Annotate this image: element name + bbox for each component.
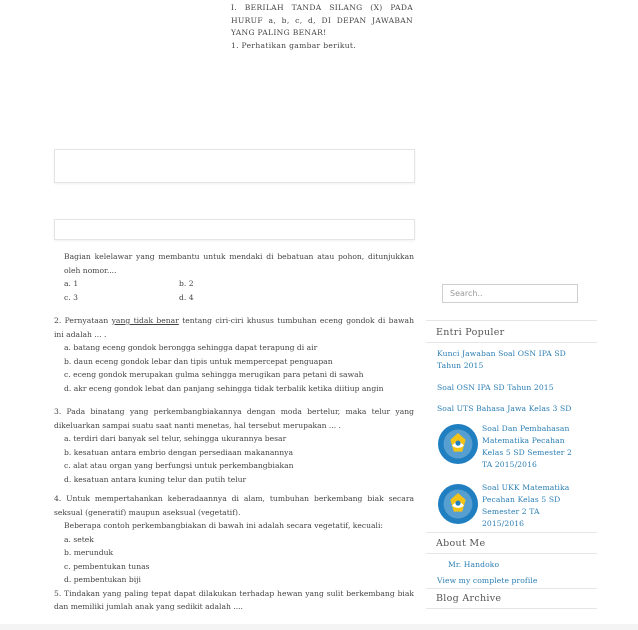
question-4-subtext: Beberapa contoh perkembangbiakan di bawah ini adalah secara vegetatif, kecuali:: [64, 521, 383, 530]
option-b: b. daun eceng gondok lebar dan tipis untuk mempercepat penguapan: [64, 356, 333, 366]
question-3: [54, 405, 414, 486]
option-b: b. merunduk: [64, 548, 114, 557]
option-d: d. pembentukan biji: [64, 575, 141, 584]
widget-divider: [426, 342, 597, 343]
author-name-link[interactable]: Mr. Handoko: [448, 560, 500, 569]
search-input[interactable]: [442, 284, 578, 303]
popular-post-link-2[interactable]: Soal OSN IPA SD Tahun 2015: [437, 383, 554, 392]
widget-divider: [426, 588, 597, 589]
question-5-text: 5. Tindakan yang paling tepat dapat dilakukan terhadap hewan yang sulit berkembang biak dan memiliki jumlah anak yang sedikit adalah ....: [54, 588, 414, 611]
question-1-intro: 1. Perhatikan gambar berikut.: [231, 40, 356, 50]
tut-wuri-logo-icon[interactable]: [438, 484, 478, 524]
question-2: [54, 314, 414, 395]
option-a: a. 1: [64, 279, 79, 288]
option-d: d. kesatuan antara kuning telur dan putih telur: [64, 474, 247, 484]
widget-divider: [426, 320, 597, 321]
question-2-text: 2. Pernyataan yang tidak benar tentang ciri-ciri khusus tumbuhan eceng gondok di bawah ini adalah ... .: [54, 316, 414, 339]
option-b: b. 2: [179, 279, 194, 288]
option-c: c. pembentukan tunas: [64, 561, 150, 571]
blog-archive-title: Blog Archive: [436, 593, 502, 604]
emblem-icon: [441, 487, 475, 521]
question-3-text: 3. Pada binatang yang perkembangbiakannya dengan moda bertelur, maka telur yang dikeluarkan sampai suatu saat nanti menetas, hal tersebut merupakan ... .: [54, 407, 414, 430]
popular-post-link-3[interactable]: Soal UTS Bahasa Jawa Kelas 3 SD: [437, 404, 572, 413]
question-1-text: Bagian kelelawar yang membantu untuk mendaki di bebatuan atau pohon, ditunjukkan oleh nomor....: [64, 252, 414, 275]
emblem-icon: [441, 427, 475, 461]
popular-post-link-1[interactable]: Kunci Jawaban Soal OSN IPA SD Tahun 2015: [437, 349, 566, 370]
question-1: [54, 250, 414, 304]
view-profile-link[interactable]: View my complete profile: [437, 576, 538, 585]
underlined-phrase: yang tidak benar: [111, 316, 179, 325]
question-4: [54, 492, 414, 587]
question-list: [54, 250, 414, 614]
instruction-text: I. BERILAH TANDA SILANG (X) PADA HURUF a, b, c, d, DI DEPAN JAWABAN YANG PALING BENAR!: [231, 3, 413, 37]
about-me-title: About Me: [436, 538, 486, 549]
option-d: d. 4: [179, 292, 194, 302]
option-c: c. alat atau organ yang berfungsi untuk perkembangbiakan: [64, 461, 294, 470]
tut-wuri-logo-icon[interactable]: [438, 424, 478, 464]
widget-divider: [426, 553, 597, 554]
option-a: a. batang eceng gondok berongga sehingga dapat terapung di air: [64, 343, 318, 352]
option-a: a. setek: [64, 534, 94, 544]
question-4-text: 4. Untuk mempertahankan keberadaannya di alam, tumbuhan berkembang biak secara seksual (generatif) maupun aseksual (vegetatif).: [54, 494, 414, 517]
question-5: [54, 587, 414, 614]
option-a: a. terdiri dari banyak sel telur, sehingga ukurannya besar: [64, 434, 287, 443]
widget-divider: [426, 532, 597, 533]
embedded-frame-top: [54, 149, 415, 183]
popular-post-link-4[interactable]: Soal Dan Pembahasan Matematika Pecahan Kelas 5 SD Semester 2 TA 2015/2016: [482, 424, 572, 469]
popular-post-link-5[interactable]: Soal UKK Matematika Pecahan Kelas 5 SD Semester 2 TA 2015/2016: [482, 483, 570, 528]
page-footer-strip: [0, 624, 638, 630]
option-b: b. kesatuan antara embrio dengan persediaan makanannya: [64, 447, 293, 457]
option-c: c. eceng gondok merupakan gulma sehingga merugikan para petani di sawah: [64, 370, 364, 379]
popular-posts-title: Entri Populer: [436, 327, 505, 338]
option-d: d. akr eceng gondok lebat dan panjang sehingga tidak terbalik ketika diitiup angin: [64, 383, 384, 393]
intro-text: [231, 2, 413, 52]
embedded-frame-bottom: [54, 219, 415, 240]
widget-divider: [426, 608, 597, 609]
option-c: c. 3: [64, 292, 78, 302]
